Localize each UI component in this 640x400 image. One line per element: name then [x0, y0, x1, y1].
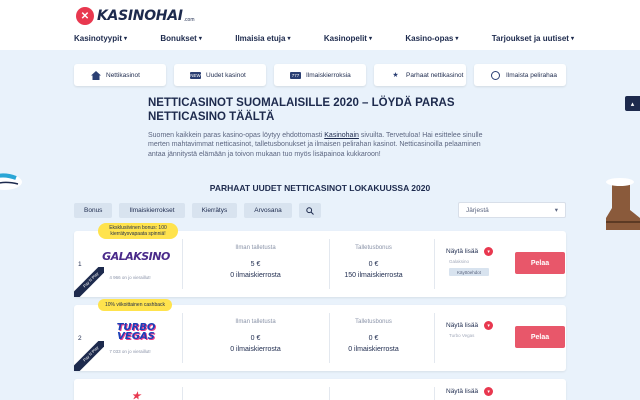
- boot-decoration-icon: [600, 178, 640, 230]
- column-divider: [329, 387, 330, 400]
- chevron-down-icon: ▾: [198, 35, 202, 42]
- column-divider: [182, 313, 183, 363]
- category-ilmaiskierroksia[interactable]: 777 Ilmaiskierroksia: [274, 64, 366, 86]
- scroll-top-button[interactable]: ▴: [625, 96, 640, 111]
- casino-logo-galaksino[interactable]: GALAKSINO: [102, 249, 170, 263]
- bonus-badge: Eksklusiivinen bonus: 100 kierrätysvapaata spinniä!: [98, 223, 178, 239]
- section-subtitle: PARHAAT UUDET NETTICASINOT LOKAKUUSSA 2020: [209, 183, 431, 193]
- pay-n-play-ribbon: Pay N Play: [74, 267, 104, 297]
- logo-domain: .com: [183, 16, 195, 23]
- chevron-down-icon: ▾: [484, 247, 493, 256]
- nav-kasinopelit[interactable]: Kasinopelit ▾: [323, 33, 372, 43]
- rank-number: 2: [78, 335, 82, 342]
- house-icon: [90, 71, 101, 80]
- nav-bonukset[interactable]: Bonukset ▾: [160, 33, 202, 43]
- visitor-count: 7 033 on jo vieraillut!: [109, 349, 151, 354]
- casino-logo-turbo-vegas[interactable]: TURBO VEGAS: [116, 322, 156, 342]
- chevron-down-icon: ▾: [124, 35, 128, 42]
- filter-ilmaiskierrokset[interactable]: Ilmaiskierrokset: [119, 203, 184, 218]
- chevron-down-icon: ▾: [455, 35, 459, 42]
- filter-arvosana[interactable]: Arvosana: [244, 203, 291, 218]
- new-badge-icon: NEW: [190, 72, 201, 78]
- chip-icon: [490, 71, 501, 80]
- column-divider: [182, 387, 183, 400]
- slot-icon: 777: [291, 72, 300, 78]
- category-tiles: [74, 64, 566, 86]
- snow-decoration-icon: [0, 168, 26, 194]
- chevron-down-icon: ▾: [484, 387, 493, 396]
- column-divider: [182, 239, 183, 289]
- show-more-toggle[interactable]: Näytä lisää ▾: [446, 247, 493, 256]
- no-deposit-column: Ilman talletusta 0 € 0 ilmaiskierrosta: [230, 319, 281, 353]
- deposit-bonus-column: Talletusbonus 0 € 0 ilmaiskierrosta: [348, 319, 399, 353]
- category-uudet-kasinot[interactable]: NEW Uudet kasinot: [174, 64, 266, 86]
- chevron-down-icon: ▾: [287, 35, 291, 42]
- casino-row: [74, 379, 566, 400]
- sort-select[interactable]: Järjestä ▾: [458, 202, 566, 218]
- site-header: [0, 0, 640, 50]
- filter-bonus[interactable]: Bonus: [74, 203, 112, 218]
- no-deposit-column: Ilman talletusta 5 € 0 ilmaiskierrosta: [230, 245, 281, 279]
- logo-text: KASINOHAI: [97, 8, 183, 24]
- category-parhaat-nettikasinot[interactable]: ★ Parhaat nettikasinot: [374, 64, 466, 86]
- column-divider: [434, 387, 435, 400]
- show-more-toggle[interactable]: Näytä lisää ▾: [446, 387, 493, 396]
- star-icon: ★: [392, 72, 399, 79]
- casino-row: [74, 225, 566, 297]
- main-nav: [74, 31, 574, 45]
- play-button[interactable]: Pelaa: [515, 252, 565, 274]
- category-nettikasinot[interactable]: Nettikasinot: [74, 64, 166, 86]
- casino-row: [74, 302, 566, 371]
- filter-kierratys[interactable]: Kierrätys: [192, 203, 238, 218]
- nav-kasinotyypit[interactable]: Kasinotyypit ▾: [74, 33, 128, 43]
- play-button[interactable]: Pelaa: [515, 326, 565, 348]
- pay-n-play-ribbon: Pay N Play: [74, 341, 104, 371]
- nav-kasino-opas[interactable]: Kasino-opas ▾: [405, 33, 459, 43]
- casino-name-note: Galaksino: [449, 259, 470, 264]
- column-divider: [434, 313, 435, 363]
- rank-number: 1: [78, 261, 82, 268]
- site-logo[interactable]: [76, 6, 195, 26]
- intro-text: Suomen kaikkein paras kasino-opas löytyy ehdottomasti Kasinohain sivuilta. Tervetuloa! Hai esittelee sinulle merten mahtavimmat netticasinot, talletusbonukset ja ilmaisen pelirahan kasinot. Netticasinoilla pelaaminen antaa jännitystä elämään ja toivon mukaan tuo myös lisäpainoa kukkaroon!: [148, 132, 483, 158]
- visitor-count: 4 966 on jo vieraillut!: [109, 275, 151, 280]
- category-ilmaista-pelirahaa[interactable]: Ilmaista pelirahaa: [474, 64, 566, 86]
- page-title: NETTICASINOT SUOMALAISILLE 2020 – LÖYDÄ PARAS NETTICASINO TÄÄLTÄ: [148, 97, 455, 123]
- chevron-down-icon: ▾: [554, 207, 558, 214]
- nav-ilmaisia-etuja[interactable]: Ilmaisia etuja ▾: [235, 33, 291, 43]
- terms-link[interactable]: Käyttöehdot: [449, 268, 489, 276]
- chevron-down-icon: ▾: [368, 35, 372, 42]
- nav-tarjoukset[interactable]: Tarjoukset ja uutiset ▾: [491, 33, 574, 43]
- filter-bar: [74, 203, 321, 218]
- casino-logo-star[interactable]: ★: [131, 390, 141, 400]
- chevron-down-icon: ▾: [570, 35, 574, 42]
- kasinohai-link[interactable]: Kasinohain: [324, 132, 359, 139]
- deposit-bonus-column: Talletusbonus 0 € 150 ilmaiskierrosta: [344, 245, 403, 279]
- casino-name-note: Turbo Vegas: [449, 333, 475, 338]
- search-icon[interactable]: [299, 203, 321, 218]
- bonus-badge: 10% viikoittainen cashback: [98, 299, 172, 311]
- column-divider: [434, 239, 435, 289]
- show-more-toggle[interactable]: Näytä lisää ▾: [446, 321, 493, 330]
- shark-logo-icon: ✕: [76, 7, 94, 25]
- chevron-down-icon: ▾: [484, 321, 493, 330]
